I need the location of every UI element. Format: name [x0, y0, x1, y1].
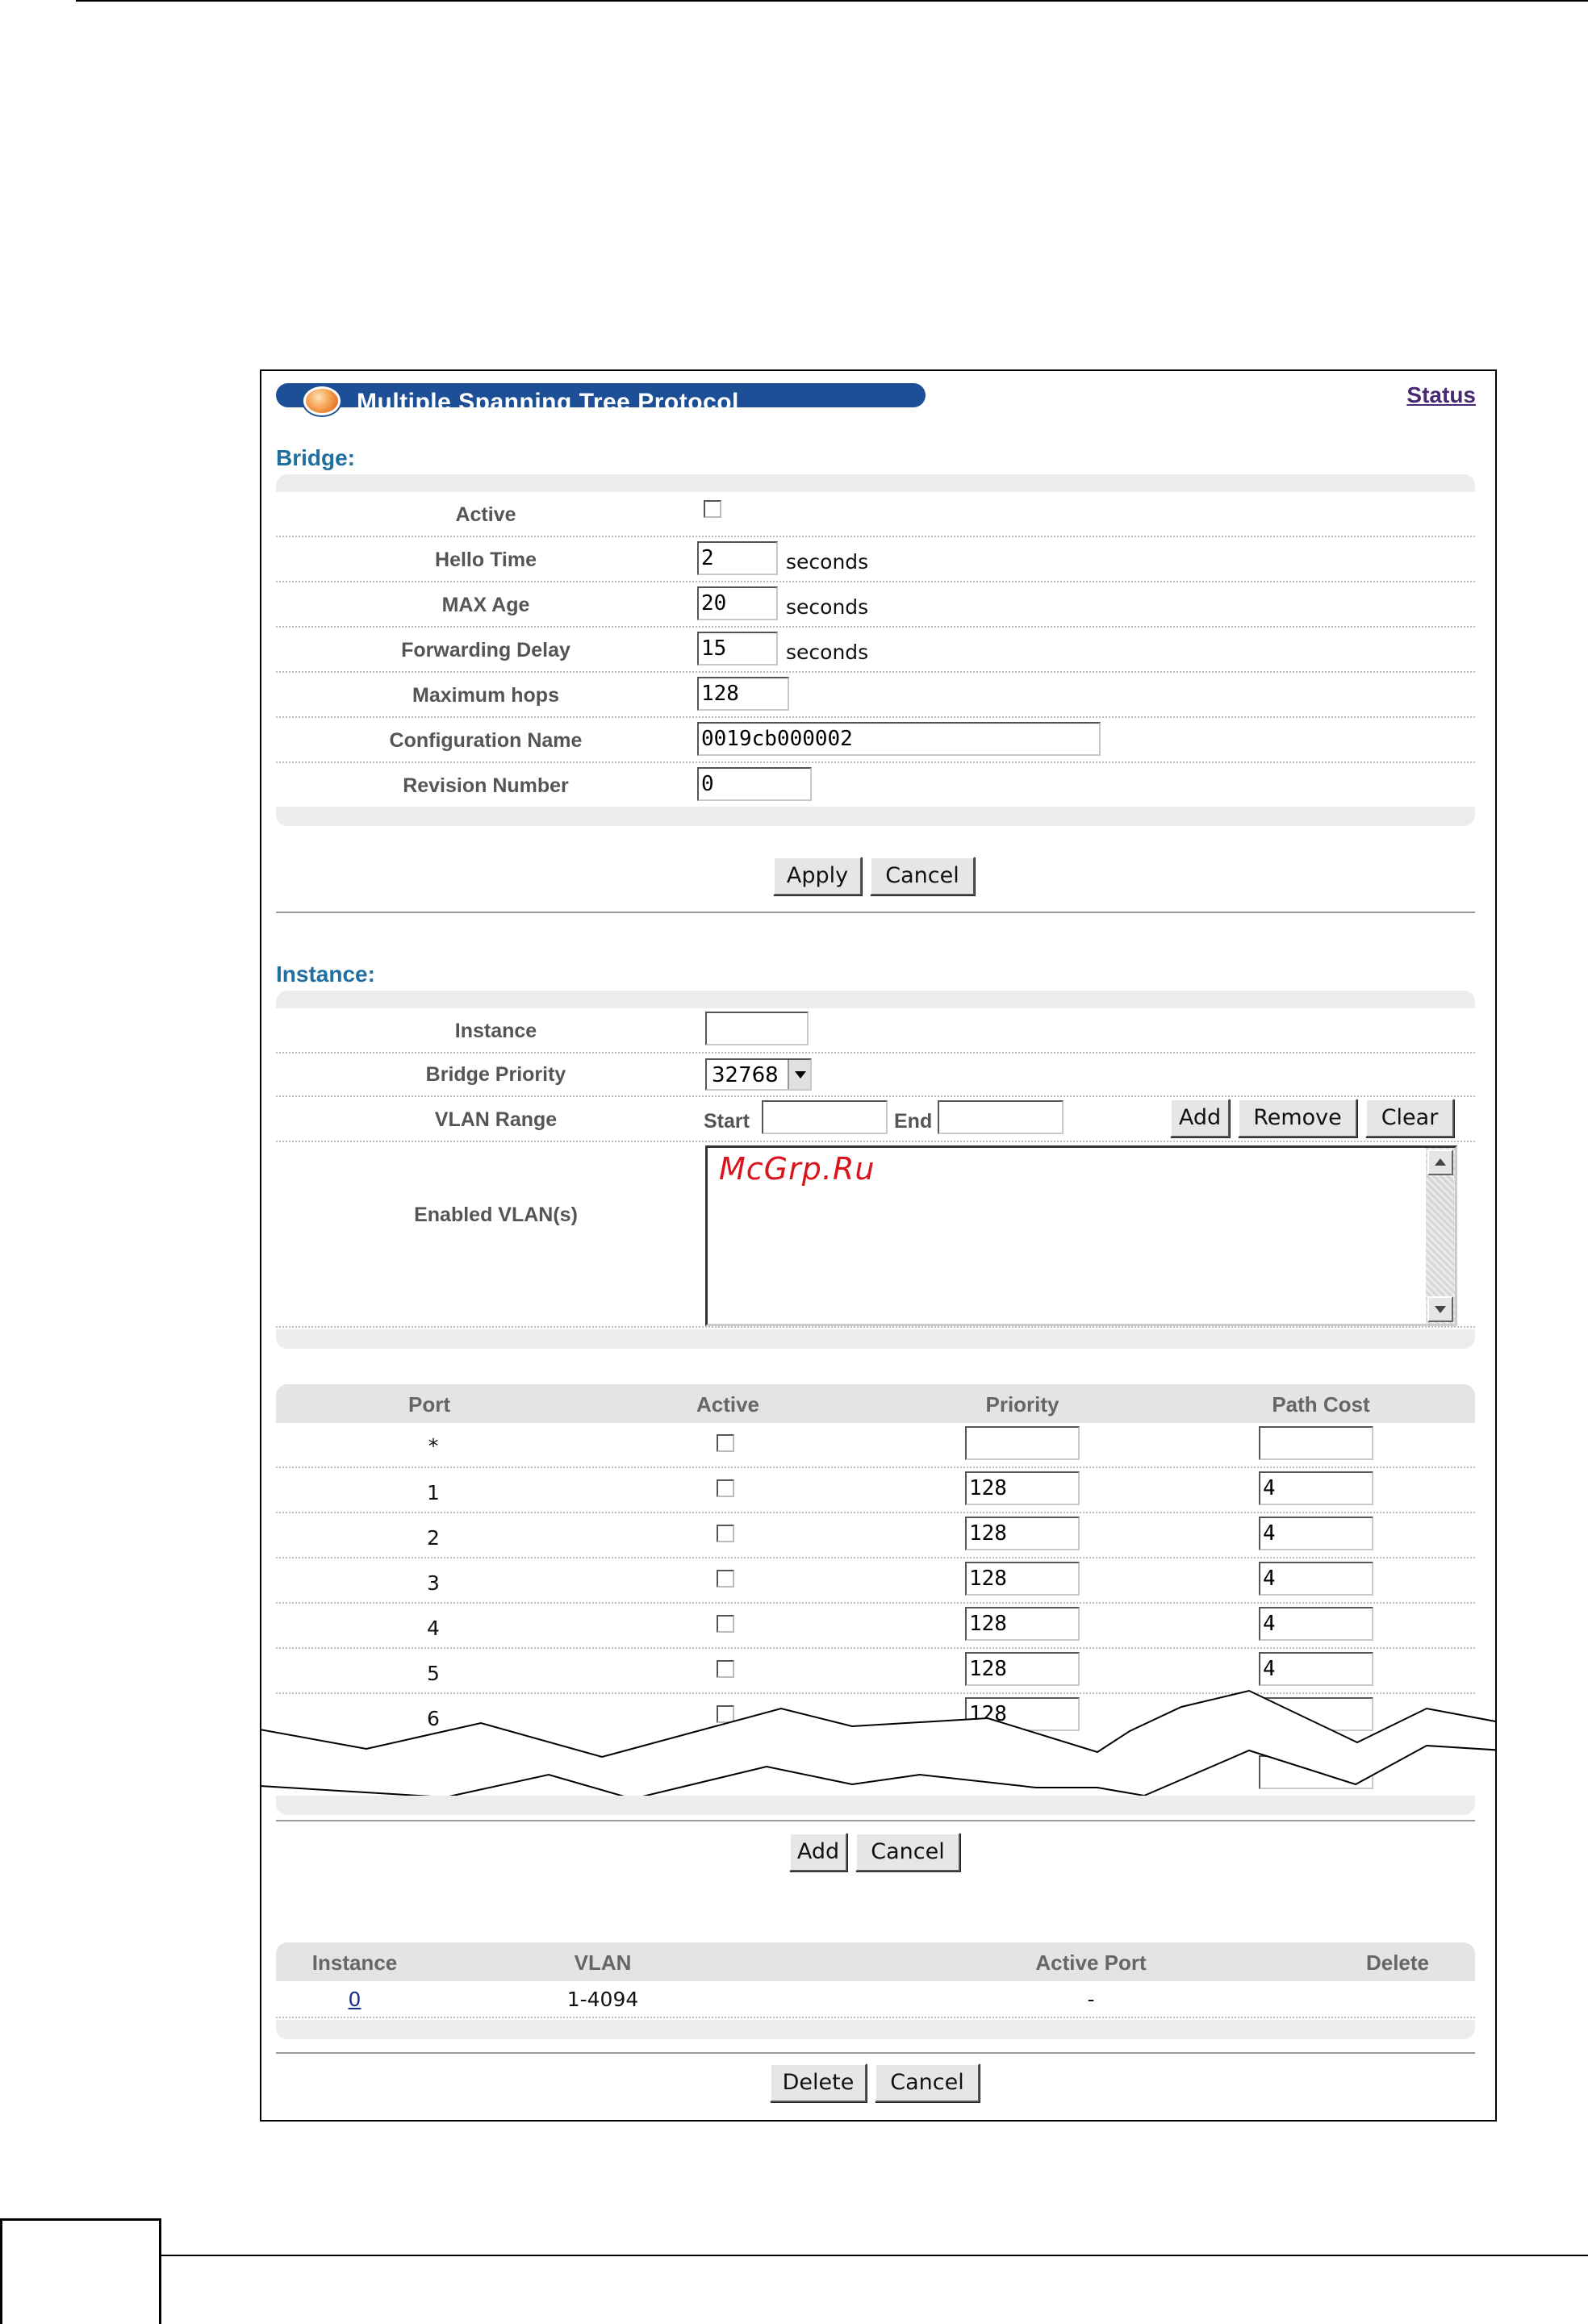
revision-label: Revision Number [403, 774, 569, 797]
port-priority-input[interactable]: 128 [965, 1562, 1080, 1596]
active-port-cell: - [1087, 1988, 1095, 2011]
instance-link[interactable]: 0 [348, 1988, 361, 2011]
port-cell: 6 [427, 1707, 440, 1730]
active-label: Active [455, 503, 516, 526]
bridge-apply-button[interactable]: Apply [773, 857, 862, 895]
forwarding-delay-input[interactable]: 15 [697, 632, 778, 665]
max-age-label: MAX Age [441, 594, 530, 616]
summary-divider [276, 2052, 1475, 2054]
bridge-priority-value: 32768 [712, 1063, 779, 1087]
status-link[interactable]: Status [1406, 382, 1476, 407]
summary-delete-button[interactable]: Delete [770, 2063, 867, 2102]
port-cell: 5 [427, 1662, 440, 1685]
hello-time-unit: seconds [786, 550, 869, 574]
enabled-vlans-label: Enabled VLAN(s) [414, 1204, 578, 1226]
summary-table-header [276, 1942, 1475, 1981]
bridge-heading: Bridge: [276, 445, 355, 470]
config-name-input[interactable]: 0019cb000002 [697, 722, 1101, 756]
watermark: McGrp.Ru [719, 1151, 875, 1187]
summary-band-bottom [276, 2020, 1475, 2039]
page-number-box [0, 2218, 161, 2324]
vlan-start-label: Start [704, 1110, 750, 1133]
port-priority-input[interactable]: 128 [965, 1652, 1080, 1686]
revision-input[interactable]: 0 [697, 767, 812, 801]
mstp-panel [260, 369, 1497, 2122]
table-row [276, 1981, 1475, 2018]
max-hops-label: Maximum hops [412, 684, 559, 707]
port-cost-input[interactable]: 4 [1259, 1517, 1373, 1550]
port-priority-input[interactable]: 128 [965, 1697, 1080, 1731]
forwarding-delay-label: Forwarding Delay [401, 639, 570, 661]
vlan-cell: 1-4094 [566, 1988, 639, 2011]
summary-vlan-header: VLAN [574, 1951, 632, 1975]
port-cost-input[interactable]: 4 [1259, 1562, 1373, 1596]
active-header: Active [696, 1392, 760, 1417]
port-cell: 3 [427, 1571, 440, 1595]
port-add-button[interactable]: Add [789, 1833, 847, 1871]
page-bottom-rule [161, 2255, 1588, 2256]
port-header: Port [408, 1392, 450, 1417]
summary-cancel-button[interactable]: Cancel [875, 2063, 980, 2102]
vlan-add-button[interactable]: Add [1170, 1099, 1230, 1137]
port-cost-input[interactable]: 4 [1259, 1652, 1373, 1686]
instance-label: Instance [454, 1020, 537, 1042]
vlan-range-label: VLAN Range [434, 1108, 558, 1131]
summary-active-port-header: Active Port [1035, 1951, 1147, 1975]
bridge-cancel-button[interactable]: Cancel [870, 857, 975, 895]
port-cost-input[interactable]: 4 [1259, 1607, 1373, 1641]
port-cell: 2 [427, 1526, 440, 1550]
vlan-clear-button[interactable]: Clear [1365, 1099, 1454, 1137]
bridge-priority-label: Bridge Priority [425, 1063, 566, 1086]
page-title: Multiple Spanning Tree Protocol [357, 389, 739, 415]
port-priority-input[interactable]: 128 [965, 1471, 1080, 1505]
instance-heading: Instance: [276, 962, 375, 987]
max-hops-input[interactable]: 128 [697, 677, 789, 711]
max-age-input[interactable]: 20 [697, 586, 778, 620]
port-cell: 1 [427, 1481, 440, 1504]
path-cost-header: Path Cost [1272, 1392, 1370, 1417]
page-top-rule [76, 0, 1588, 2]
max-age-unit: seconds [786, 595, 869, 619]
port-cancel-button[interactable]: Cancel [855, 1833, 960, 1871]
port-table-band-bottom [276, 1796, 1475, 1815]
port-priority-input[interactable]: 128 [965, 1517, 1080, 1550]
config-name-label: Configuration Name [389, 729, 583, 752]
summary-instance-header: Instance [311, 1951, 398, 1975]
forwarding-delay-unit: seconds [786, 640, 869, 664]
priority-header: Priority [985, 1392, 1059, 1417]
hello-time-label: Hello Time [435, 549, 537, 571]
port-cell: * [428, 1434, 439, 1458]
hello-time-input[interactable]: 2 [697, 541, 778, 575]
vlan-remove-button[interactable]: Remove [1238, 1099, 1357, 1137]
port-cell: 4 [427, 1617, 440, 1640]
port-priority-input[interactable]: 128 [965, 1607, 1080, 1641]
summary-delete-header: Delete [1365, 1951, 1430, 1975]
port-cost-input[interactable]: 4 [1259, 1471, 1373, 1505]
vlan-end-label: End [894, 1110, 933, 1133]
port-table-divider [276, 1820, 1475, 1821]
